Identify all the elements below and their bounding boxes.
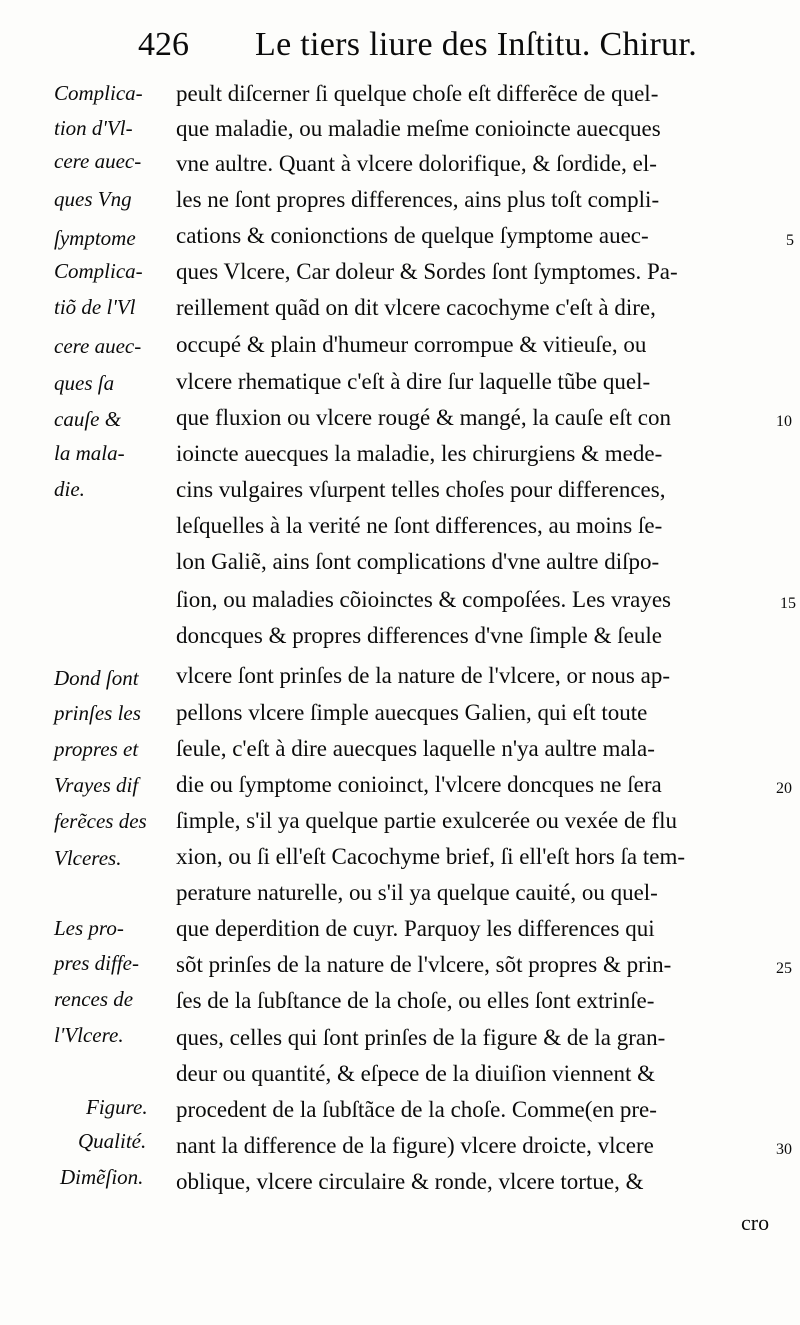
margin-note: prinſes les bbox=[54, 701, 141, 725]
line-number: 5 bbox=[786, 232, 794, 249]
margin-note: ſymptome bbox=[54, 226, 136, 250]
text-line: peult diſcerner ſi quelque choſe eſt differẽce de quel- bbox=[176, 81, 659, 106]
margin-note: Vrayes dif bbox=[54, 773, 139, 797]
text-line: vne aultre. Quant à vlcere dolorifique, & ſordide, el- bbox=[176, 151, 657, 176]
margin-note: tiõ de l'Vl bbox=[54, 295, 136, 319]
margin-note: pres diffe- bbox=[54, 951, 139, 975]
text-line: que deperdition de cuyr. Parquoy les differences qui bbox=[176, 916, 655, 941]
text-line: occupé & plain d'humeur corrompue & vitieuſe, ou bbox=[176, 332, 647, 357]
margin-note: rences de bbox=[54, 987, 134, 1011]
margin-note: ques ſa bbox=[54, 371, 115, 395]
text-line: ſion, ou maladies cõioinctes & compoſées. Les vrayes bbox=[176, 587, 672, 612]
margin-note: tion d'Vl- bbox=[54, 116, 133, 140]
text-line: que fluxion ou vlcere rougé & mangé, la cauſe eſt con bbox=[176, 405, 671, 430]
margin-note: ferẽces des bbox=[54, 809, 147, 833]
text-line: ſeule, c'eſt à dire auecques laquelle n'ya aultre mala- bbox=[176, 736, 655, 761]
text-line: ques, celles qui ſont prinſes de la figure & de la gran- bbox=[176, 1025, 666, 1050]
text-line: cations & conionctions de quelque ſymptome auec- bbox=[176, 223, 649, 248]
text-line: leſquelles à la verité ne ſont differences, au moins ſe- bbox=[176, 513, 663, 538]
text-line: oblique, vlcere circulaire & ronde, vlcere tortue, & bbox=[176, 1169, 644, 1194]
margin-note: la mala- bbox=[54, 441, 125, 465]
text-line: pellons vlcere ſimple auecques Galien, qui eſt toute bbox=[176, 700, 648, 725]
margin-note: l'Vlcere. bbox=[54, 1023, 124, 1047]
page-header bbox=[0, 12, 800, 72]
text-line: ſimple, s'il ya quelque partie exulcerée ou vexée de flu bbox=[176, 808, 677, 833]
text-line: ſes de la ſubſtance de la choſe, ou elles ſont extrinſe- bbox=[176, 988, 655, 1013]
text-line: vlcere rhematique c'eſt à dire ſur laquelle tũbe quel- bbox=[176, 369, 651, 394]
text-line: cins vulgaires vſurpent telles choſes pour differences, bbox=[176, 477, 666, 502]
text-line: reillement quãd on dit vlcere cacochyme c'eſt à dire, bbox=[176, 295, 656, 320]
running-title: Le tiers liure des Inſtitu. Chirur. bbox=[255, 26, 698, 63]
margin-note: Vlceres. bbox=[54, 846, 122, 870]
text-line: ioincte auecques la maladie, les chirurgiens & mede- bbox=[176, 441, 663, 466]
margin-note: cere auec- bbox=[54, 334, 142, 358]
text-line: deur ou quantité, & eſpece de la diuiſion viennent & bbox=[176, 1061, 656, 1086]
text-line: lon Galiẽ, ains ſont complications d'vne aultre diſpo- bbox=[176, 549, 660, 574]
page-number: 426 bbox=[138, 26, 189, 63]
margin-note: Qualité. bbox=[78, 1129, 147, 1153]
text-line: xion, ou ſi ell'eſt Cacochyme brief, ſi ell'eſt hors ſa tem- bbox=[176, 844, 686, 869]
text-line: die ou ſymptome conioinct, l'vlcere doncques ne ſera bbox=[176, 772, 662, 797]
margin-note: ques Vng bbox=[54, 187, 132, 211]
text-line: doncques & propres differences d'vne ſimple & ſeule bbox=[176, 623, 662, 648]
catchword: cro bbox=[741, 1210, 770, 1235]
margin-note: propres et bbox=[54, 737, 139, 761]
text-line: que maladie, ou maladie meſme conioincte auecques bbox=[176, 116, 661, 141]
margin-note: die. bbox=[54, 477, 85, 501]
line-number: 25 bbox=[776, 960, 792, 977]
margin-note: Complica- bbox=[54, 81, 143, 105]
margin-note: Dimẽſion. bbox=[60, 1165, 144, 1189]
text-line: procedent de la ſubſtãce de la choſe. Comme(en pre- bbox=[176, 1097, 657, 1122]
line-number: 20 bbox=[776, 780, 792, 797]
line-number: 10 bbox=[776, 413, 792, 430]
text-line: vlcere ſont prinſes de la nature de l'vlcere, or nous ap- bbox=[176, 663, 670, 688]
line-number: 30 bbox=[776, 1141, 792, 1158]
margin-note: cauſe & bbox=[54, 407, 122, 431]
margin-note: Complica- bbox=[54, 259, 143, 283]
text-line: les ne ſont propres differences, ains plus toſt compli- bbox=[176, 187, 660, 212]
margin-note: Figure. bbox=[86, 1095, 148, 1119]
text-line: sõt prinſes de la nature de l'vlcere, sõt propres & prin- bbox=[176, 952, 672, 977]
line-number: 15 bbox=[780, 595, 796, 612]
text-line: ques Vlcere, Car doleur & Sordes ſont ſymptomes. Pa- bbox=[176, 259, 678, 284]
text-line: perature naturelle, ou s'il ya quelque cauité, ou quel- bbox=[176, 880, 658, 905]
margin-note: cere auec- bbox=[54, 149, 142, 173]
margin-note: Dond ſont bbox=[54, 666, 139, 690]
margin-note: Les pro- bbox=[54, 916, 124, 940]
text-line: nant la difference de la figure) vlcere droicte, vlcere bbox=[176, 1133, 654, 1158]
